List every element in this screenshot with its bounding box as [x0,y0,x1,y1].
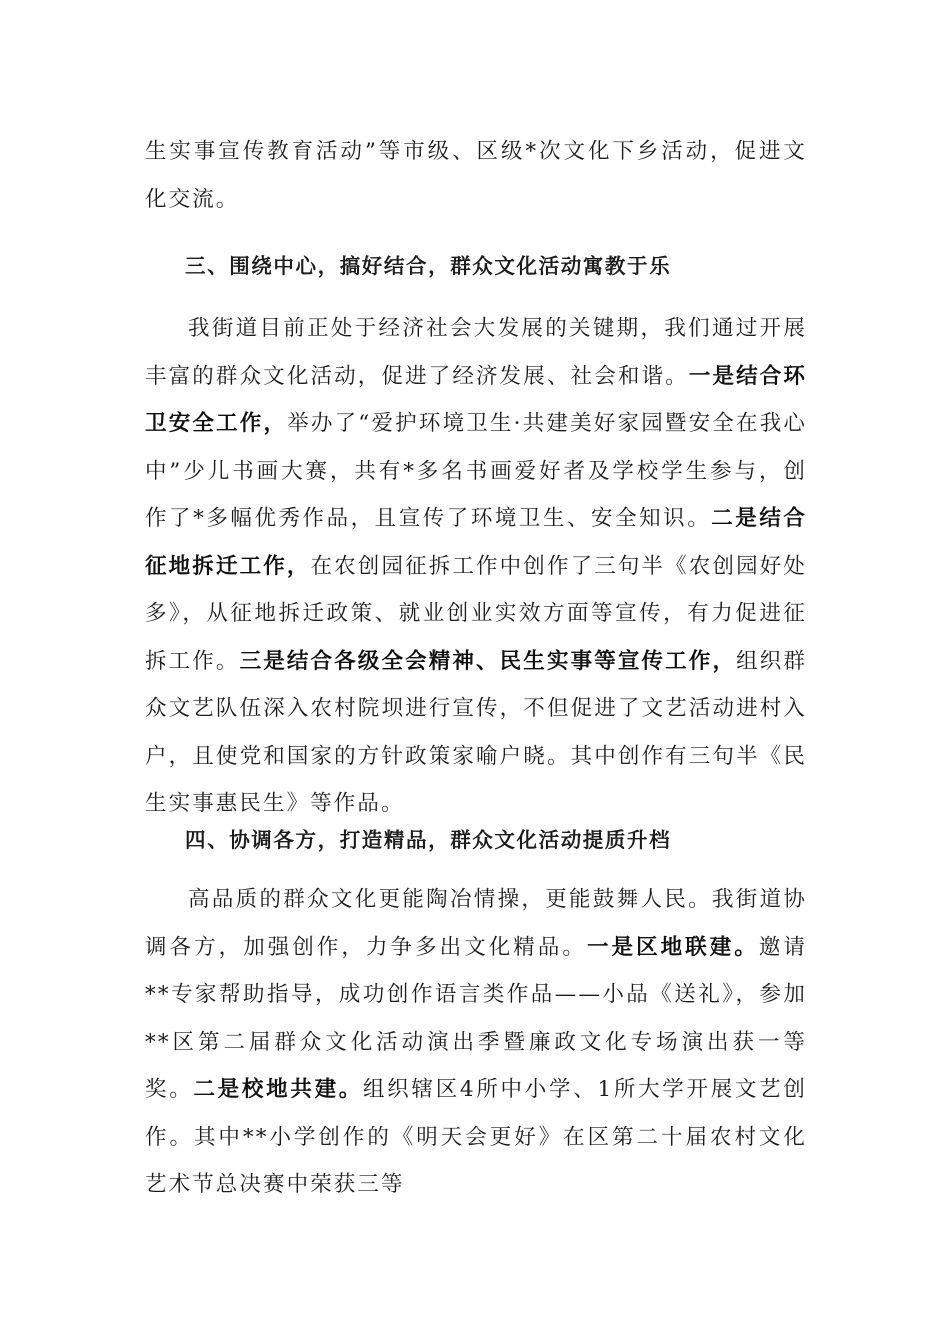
continued-paragraph-text: 生实事宣传教育活动”等市级、区级*次文化下乡活动，促进文化交流。 [145,139,807,212]
section-heading-3: 三、围绕中心，搞好结合，群众文化活动寓教于乐 [185,254,672,278]
section-4-point-1-text: 邀请**专家帮助指导，成功创作语言类作品——小品《送礼》，参加**区第二届群众文化活动演出季暨廉政文化专场演出获一等奖。 [145,934,807,1102]
section-3-point-1-title: 一是结合环卫安全工作， [145,363,807,436]
section-3-point-3-title: 三是结合各级全会精神、民生实事等宣传工作， [239,648,737,674]
section-4-point-2-text: 组织辖区4所中小学、1所大学开展文艺创作。其中**小学创作的《明天会更好》在区第二十届农村文化艺术节总决赛中荣获三等 [145,1077,808,1197]
section-4-paragraph [145,876,807,1209]
section-4-point-1-title: 一是区地联建。 [586,934,759,960]
section-3-paragraph [145,305,807,828]
section-heading-4: 四、协调各方，打造精品，群众文化活动提质升档 [185,828,672,852]
section-4-point-2-title: 二是校地共建。 [193,1077,364,1102]
section-3-point-2-text: 在农创园征拆工作中创作了三句半《农创园好处多》，从征地拆迁政策、就业创业实效方面等宣传，有力促进征拆工作。 [145,553,807,674]
section-3-intro: 我街道目前正处于经济社会大发展的关键期，我们通过开展丰富的群众文化活动，促进了经济发展、社会和谐。 [145,316,807,389]
section-3-point-2-title: 二是结合征地拆迁工作， [145,506,807,579]
section-3-point-1-text: 举办了“爱护环境卫生·共建美好家园暨安全在我心中”少儿书画大赛，共有*多名书画爱好者及学校学生参与，创作了*多幅优秀作品，且宣传了环境卫生、安全知识。 [145,411,807,531]
section-4-intro: 高品质的群众文化更能陶冶情操，更能鼓舞人民。我街道协调各方，加强创作，力争多出文化精品。 [145,887,807,960]
section-3-point-3-text: 组织群众文艺队伍深入农村院坝进行宣传，不但促进了文艺活动进村入户，且使党和国家的方针政策家喻户晓。其中创作有三句半《民生实事惠民生》等作品。 [145,648,807,816]
continued-paragraph [145,128,807,223]
